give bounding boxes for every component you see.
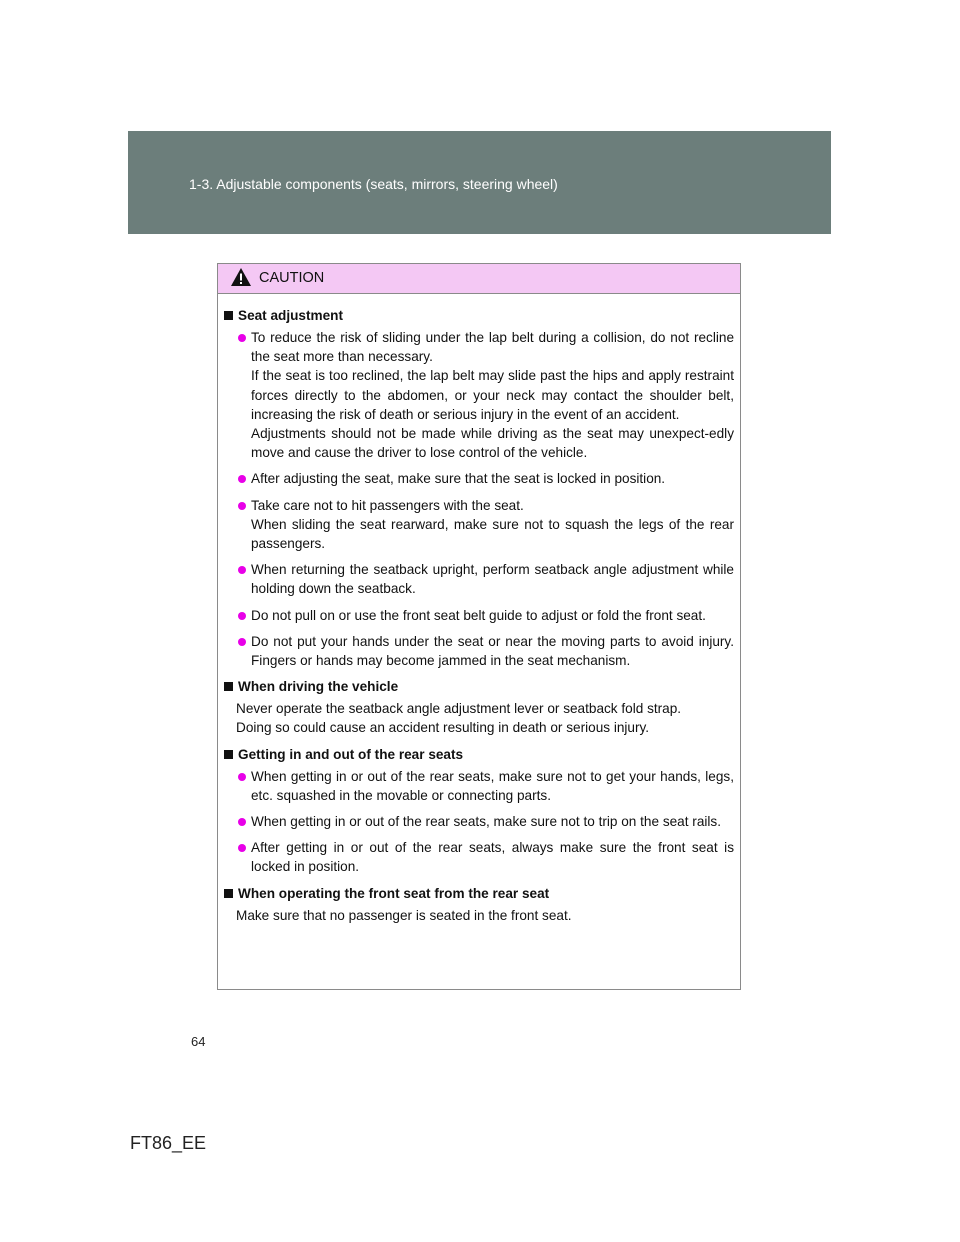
section-title: When operating the front seat from the rear seat bbox=[238, 885, 550, 901]
footer-code: FT86_EE bbox=[130, 1133, 207, 1153]
warning-triangle-icon bbox=[230, 267, 252, 287]
bullet-dot-icon bbox=[238, 334, 246, 342]
chapter-header bbox=[128, 131, 831, 234]
item-text: When getting in or out of the rear seats, make sure not to get your hands, legs, etc. squashed in the movable or connecting parts. bbox=[251, 768, 734, 803]
square-bullet-icon bbox=[224, 311, 233, 320]
item-text: Take care not to hit passengers with the seat. bbox=[251, 497, 524, 513]
section-title: Getting in and out of the rear seats bbox=[238, 746, 464, 762]
item-text: Do not put your hands under the seat or near the moving parts to avoid injury. Fingers or hands may become jammed in the seat mechanism. bbox=[251, 633, 734, 669]
section-when-driving bbox=[222, 677, 736, 737]
bullet-dot-icon bbox=[238, 818, 246, 826]
square-bullet-icon bbox=[224, 889, 233, 898]
section-rear-seats bbox=[222, 745, 736, 877]
list-item bbox=[222, 496, 736, 554]
paragraph-text: Make sure that no passenger is seated in the front seat. bbox=[236, 907, 572, 923]
paragraph-text: Never operate the seatback angle adjustment lever or seatback fold strap. bbox=[236, 701, 682, 717]
page-number: 64 bbox=[191, 1034, 206, 1049]
item-text: Adjustments should not be made while driving as the seat may unexpect-edly move and cause the driver to lose control of the vehicle. bbox=[251, 426, 734, 461]
caution-header bbox=[218, 264, 740, 294]
bullet-dot-icon bbox=[238, 475, 246, 483]
item-text: When getting in or out of the rear seats, make sure not to trip on the seat rails. bbox=[251, 814, 721, 830]
item-text: Do not pull on or use the front seat belt guide to adjust or fold the front seat. bbox=[251, 607, 706, 623]
list-item bbox=[222, 328, 736, 462]
section-title: Seat adjustment bbox=[238, 308, 343, 323]
list-item bbox=[222, 838, 736, 876]
section-front-seat-from-rear bbox=[222, 884, 736, 925]
caution-body bbox=[218, 294, 740, 925]
section-seat-adjustment bbox=[222, 306, 736, 670]
item-text: To reduce the risk of sliding under the lap belt during a collision, do not recline the seat more than necessary. bbox=[251, 330, 734, 365]
bullet-dot-icon bbox=[238, 844, 246, 852]
list-item bbox=[222, 767, 736, 805]
item-text: When returning the seatback upright, perform seatback angle adjustment while holding down the seatback. bbox=[251, 562, 734, 597]
square-bullet-icon bbox=[224, 750, 233, 759]
item-text: After getting in or out of the rear seats, always make sure the front seat is locked in position. bbox=[251, 840, 734, 875]
paragraph-text: Doing so could cause an accident resulting in death or serious injury. bbox=[236, 720, 650, 736]
item-text: After adjusting the seat, make sure that the seat is locked in position. bbox=[251, 471, 666, 487]
bullet-dot-icon bbox=[238, 612, 246, 620]
section-title: When driving the vehicle bbox=[238, 679, 399, 695]
caution-label: CAUTION bbox=[259, 270, 325, 286]
item-text: If the seat is too reclined, the lap belt may slide past the hips and apply restraint forces directly to the abdomen, or your neck may contact the shoulder belt, increasing the risk of death or serious injury in the event of an accident. bbox=[251, 368, 734, 422]
bullet-dot-icon bbox=[238, 502, 246, 510]
caution-box bbox=[217, 263, 741, 990]
list-item bbox=[222, 469, 736, 488]
square-bullet-icon bbox=[224, 682, 233, 691]
list-item bbox=[222, 632, 736, 670]
chapter-title: 1-3. Adjustable components (seats, mirrors, steering wheel) bbox=[189, 176, 558, 192]
item-text: When sliding the seat rearward, make sure not to squash the legs of the rear passengers. bbox=[251, 516, 734, 552]
list-item bbox=[222, 560, 736, 598]
bullet-dot-icon bbox=[238, 773, 246, 781]
bullet-dot-icon bbox=[238, 638, 246, 646]
list-item bbox=[222, 606, 736, 625]
list-item bbox=[222, 812, 736, 831]
bullet-dot-icon bbox=[238, 566, 246, 574]
